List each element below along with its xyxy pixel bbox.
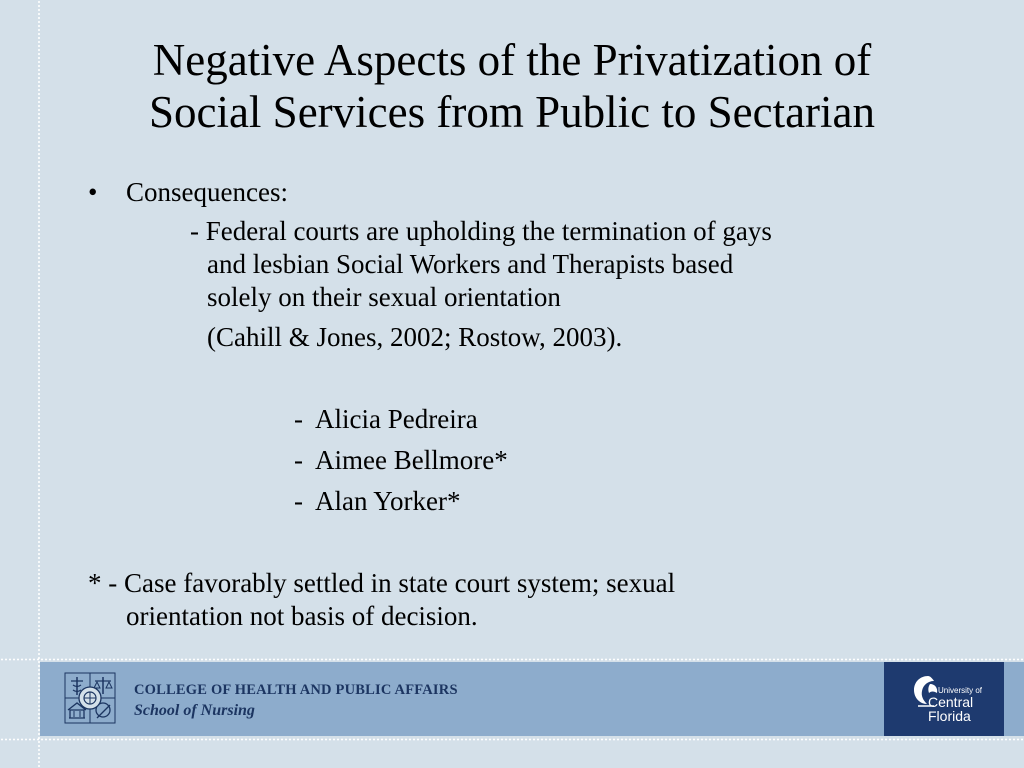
footer-top-dotted-divider xyxy=(0,658,1024,661)
ucf-central: Central xyxy=(928,694,974,710)
ucf-florida: Florida xyxy=(928,708,971,724)
citation: (Cahill & Jones, 2002; Rostow, 2003). xyxy=(207,322,623,352)
slide-title xyxy=(40,34,984,138)
detail-line-2: and lesbian Social Workers and Therapists based xyxy=(207,249,734,279)
case-item-2: - Aimee Bellmore* xyxy=(294,445,508,475)
title-line-1: Negative Aspects of the Privatization of xyxy=(152,35,872,85)
detail-line-3: solely on their sexual orientation xyxy=(207,282,561,312)
school-name: School of Nursing xyxy=(134,702,255,719)
bullet-icon: • xyxy=(88,177,98,207)
college-name: COLLEGE OF HEALTH AND PUBLIC AFFAIRS xyxy=(134,682,458,698)
footer-bottom-dotted-divider xyxy=(0,738,1024,741)
case-item-3: - Alan Yorker* xyxy=(294,486,461,516)
ucf-university-of: University of xyxy=(938,686,983,695)
footnote-line-1: * - Case favorably settled in state court system; sexual xyxy=(88,568,676,598)
title-line-2: Social Services from Public to Sectarian xyxy=(148,87,876,137)
footer-band xyxy=(40,662,1024,736)
detail-line-1: - Federal courts are upholding the termination of gays xyxy=(190,216,772,246)
case-item-1: - Alicia Pedreira xyxy=(294,404,478,434)
footnote-line-2: orientation not basis of decision. xyxy=(126,601,478,631)
college-emblem-icon xyxy=(64,672,116,724)
bullet-heading: Consequences: xyxy=(126,177,288,207)
